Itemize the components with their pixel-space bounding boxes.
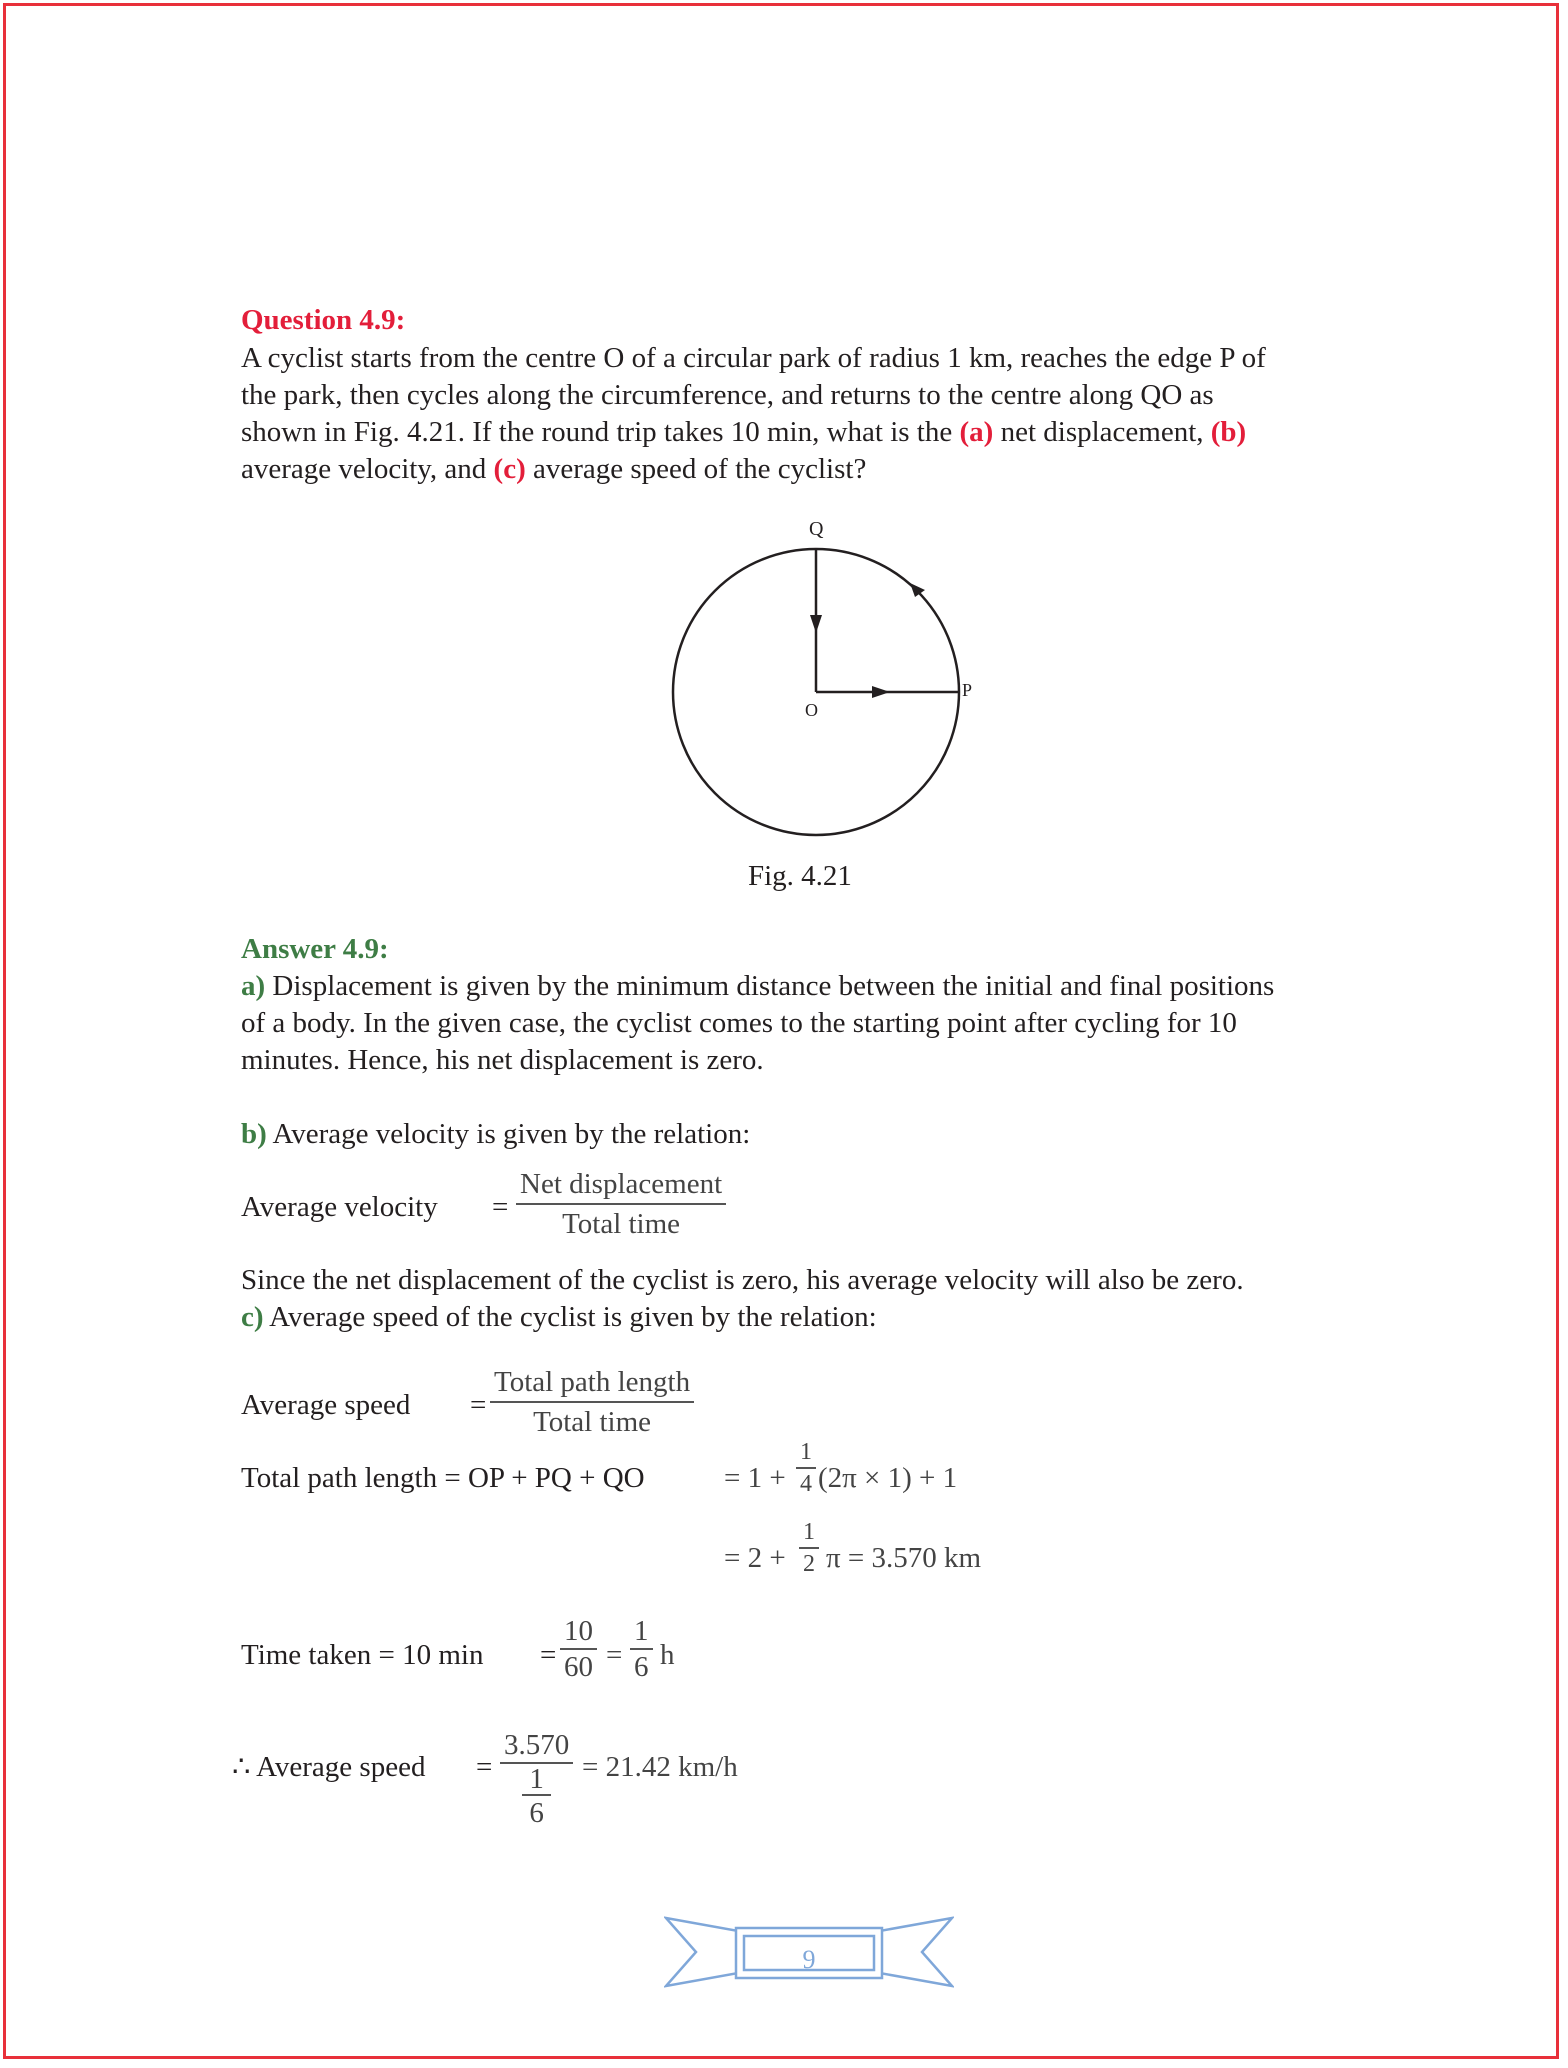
part-c-label: c) (241, 1301, 264, 1333)
avg-speed-fraction (490, 1363, 694, 1441)
part-c-intro (241, 1299, 877, 1335)
time-fraction-1 (560, 1614, 597, 1684)
equals-sign: = (492, 1191, 509, 1223)
answer-text-span: Displacement is given by the minimum distance between the initial and final positions (265, 970, 1275, 1002)
arrow-op (872, 686, 890, 698)
answer-part-a (241, 968, 1371, 1079)
part-a-label: a) (241, 970, 266, 1002)
equals-sign: = (540, 1639, 557, 1671)
page-number: 9 (802, 1945, 816, 1974)
question-text-span: shown in Fig. 4.21. If the round trip takes 10 min, what is the (241, 416, 960, 448)
part-b-text: Average velocity is given by the relation: (266, 1118, 751, 1150)
time-fraction-2 (630, 1614, 653, 1684)
question-line: the park, then cycles along the circumference, and returns to the centre along QO as (241, 379, 1214, 411)
question-text-span: average speed of the cyclist? (525, 453, 867, 485)
fraction-denominator: 2 (803, 1551, 815, 1577)
question-line (241, 451, 1371, 488)
arrow-pq (910, 583, 925, 597)
fraction-denominator: 6 (634, 1651, 649, 1683)
question-text-span: average velocity, and (241, 453, 494, 485)
label-q: Q (809, 518, 824, 540)
avg-velocity-fraction (516, 1165, 726, 1243)
path-length-label: Total path length = OP + PQ + QO (241, 1462, 645, 1494)
fraction-denominator: Total time (562, 1208, 681, 1240)
nested-fraction-denominator: 6 (529, 1797, 544, 1829)
fraction-numerator: 1 (803, 1519, 815, 1545)
equals-sign: = (606, 1639, 623, 1671)
fraction-numerator: 1 (800, 1439, 812, 1465)
page-number-ribbon (664, 1912, 954, 2002)
since-text: Since the net displacement of the cyclist is zero, his average velocity will also be zero. (241, 1264, 1244, 1296)
path-eq1-fraction (796, 1437, 816, 1499)
path-eq2-pre: = 2 + (724, 1542, 786, 1574)
fraction-numerator: Total path length (494, 1366, 691, 1398)
avg-velocity-label: Average velocity (241, 1191, 438, 1223)
question-line (241, 414, 1371, 451)
fraction-denominator: 4 (800, 1471, 812, 1497)
question-line: A cyclist starts from the centre O of a circular park of radius 1 km, reaches the edge P of (241, 342, 1266, 374)
fraction-numerator: 3.570 (504, 1729, 570, 1761)
fraction-denominator: 60 (564, 1651, 593, 1683)
fraction-numerator: 1 (634, 1615, 649, 1647)
label-c: (c) (493, 453, 526, 485)
circular-park-figure (650, 515, 990, 845)
final-speed-result: = 21.42 km/h (582, 1751, 738, 1783)
label-p: P (962, 680, 973, 700)
figure-caption: Fig. 4.21 (748, 860, 852, 892)
final-fraction (500, 1728, 573, 1830)
path-eq1-pre: = 1 + (724, 1462, 786, 1494)
answer-line (241, 968, 1371, 1005)
path-eq2-post: π = 3.570 km (826, 1542, 982, 1574)
label-o: O (805, 700, 818, 720)
nested-fraction-numerator: 1 (529, 1763, 544, 1795)
question-text-span: net displacement, (993, 416, 1211, 448)
answer-line: of a body. In the given case, the cyclist comes to the starting point after cycling for 10 (241, 1007, 1237, 1039)
question-text (241, 340, 1371, 488)
fraction-denominator: Total time (533, 1406, 652, 1438)
fraction-numerator: 10 (564, 1615, 593, 1647)
time-taken-label: Time taken = 10 min (241, 1639, 484, 1671)
avg-speed-label: Average speed (241, 1389, 411, 1421)
label-a: (a) (959, 416, 994, 448)
part-b-intro (241, 1116, 750, 1152)
answer-heading: Answer 4.9: (241, 933, 389, 965)
final-speed-label: ∴ Average speed (232, 1751, 426, 1783)
question-heading: Question 4.9: (241, 304, 406, 336)
answer-line: minutes. Hence, his net displacement is zero. (241, 1044, 764, 1076)
equals-sign: = (470, 1389, 487, 1421)
arrow-qo (810, 615, 822, 633)
fraction-numerator: Net displacement (520, 1168, 723, 1200)
path-eq2-fraction (799, 1517, 819, 1579)
part-b-label: b) (241, 1118, 267, 1150)
part-c-text: Average speed of the cyclist is given by the relation: (263, 1301, 877, 1333)
label-b: (b) (1210, 416, 1247, 448)
equals-sign: = (476, 1751, 493, 1783)
time-unit: h (660, 1639, 675, 1671)
path-eq1-post: (2π × 1) + 1 (818, 1462, 958, 1494)
